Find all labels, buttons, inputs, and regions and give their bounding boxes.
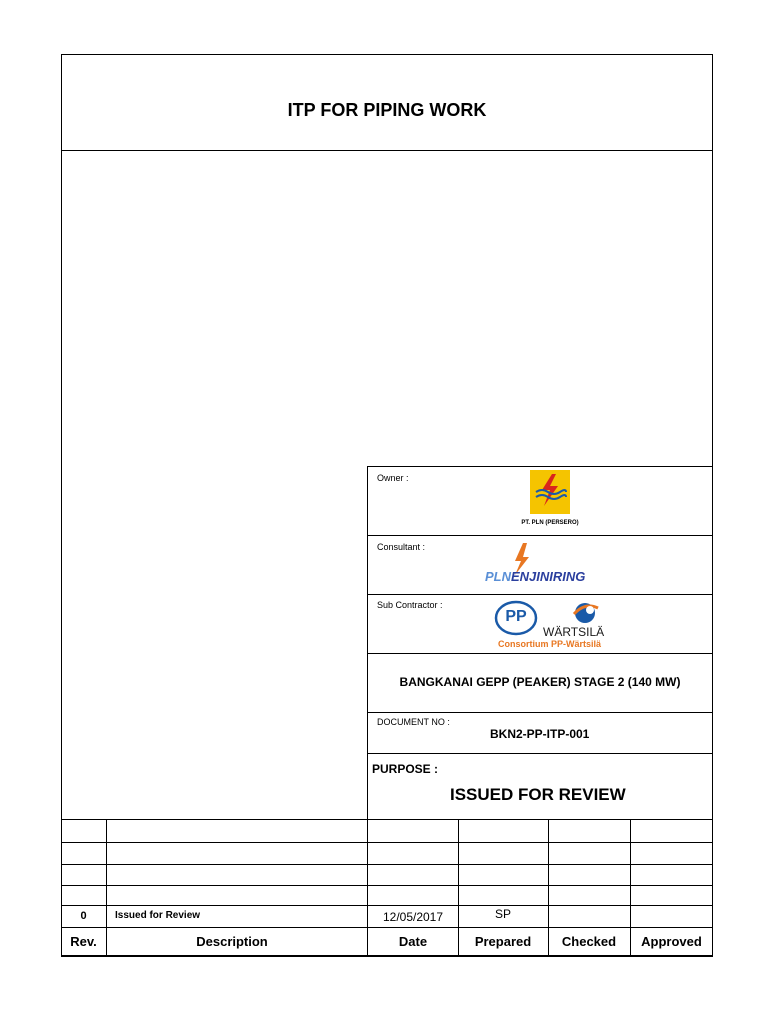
rev-row-line	[61, 927, 713, 928]
pln-text: PLN	[485, 569, 511, 584]
purpose-label: PURPOSE :	[372, 762, 439, 776]
prepared-cell: SP	[494, 907, 511, 921]
pp-logo-text: PP	[505, 608, 527, 625]
purpose-value: ISSUED FOR REVIEW	[450, 785, 626, 804]
owner-label: Owner :	[377, 473, 409, 483]
wartsila-icon	[568, 600, 602, 624]
wartsila-text: WÄRTSILÄ	[543, 625, 605, 639]
rev-row-line	[61, 864, 713, 865]
header-rev: Rev.	[70, 934, 97, 949]
header-approved: Approved	[641, 934, 702, 949]
owner-divider	[367, 535, 713, 536]
owner-name: PT. PLN (PERSERO)	[521, 520, 579, 526]
docno-divider	[367, 753, 713, 754]
header-date: Date	[398, 934, 428, 949]
project-name: BANGKANAI GEPP (PEAKER) STAGE 2 (140 MW)	[399, 675, 681, 689]
subcontractor-label: Sub Contractor :	[377, 600, 443, 610]
info-block-top	[367, 466, 713, 467]
document-frame	[61, 54, 713, 957]
header-prepared: Prepared	[474, 934, 532, 949]
document-title: ITP FOR PIPING WORK	[287, 100, 487, 120]
rev-table-bottom	[61, 955, 713, 957]
consultant-logo-text	[485, 569, 585, 584]
pln-logo	[530, 470, 570, 514]
subcontractor-divider	[367, 653, 713, 654]
project-divider	[367, 712, 713, 713]
consultant-divider	[367, 594, 713, 595]
enjiniring-text: ENJINIRING	[511, 569, 586, 584]
rev-row-line	[61, 885, 713, 886]
rev-cell: 0	[80, 910, 87, 922]
rev-table-top	[61, 819, 713, 820]
docno-label: DOCUMENT NO :	[377, 717, 450, 727]
header-checked: Checked	[561, 934, 617, 949]
consultant-label: Consultant :	[377, 542, 426, 552]
consortium-text: Consortium PP-Wärtsilä	[498, 639, 602, 649]
date-cell: 12/05/2017	[382, 910, 444, 924]
rev-row-line	[61, 842, 713, 843]
description-cell: Issued for Review	[115, 910, 201, 921]
title-divider	[61, 150, 713, 151]
rev-row-line	[61, 905, 713, 906]
header-description: Description	[196, 934, 268, 949]
docno-value: BKN2-PP-ITP-001	[490, 727, 590, 741]
